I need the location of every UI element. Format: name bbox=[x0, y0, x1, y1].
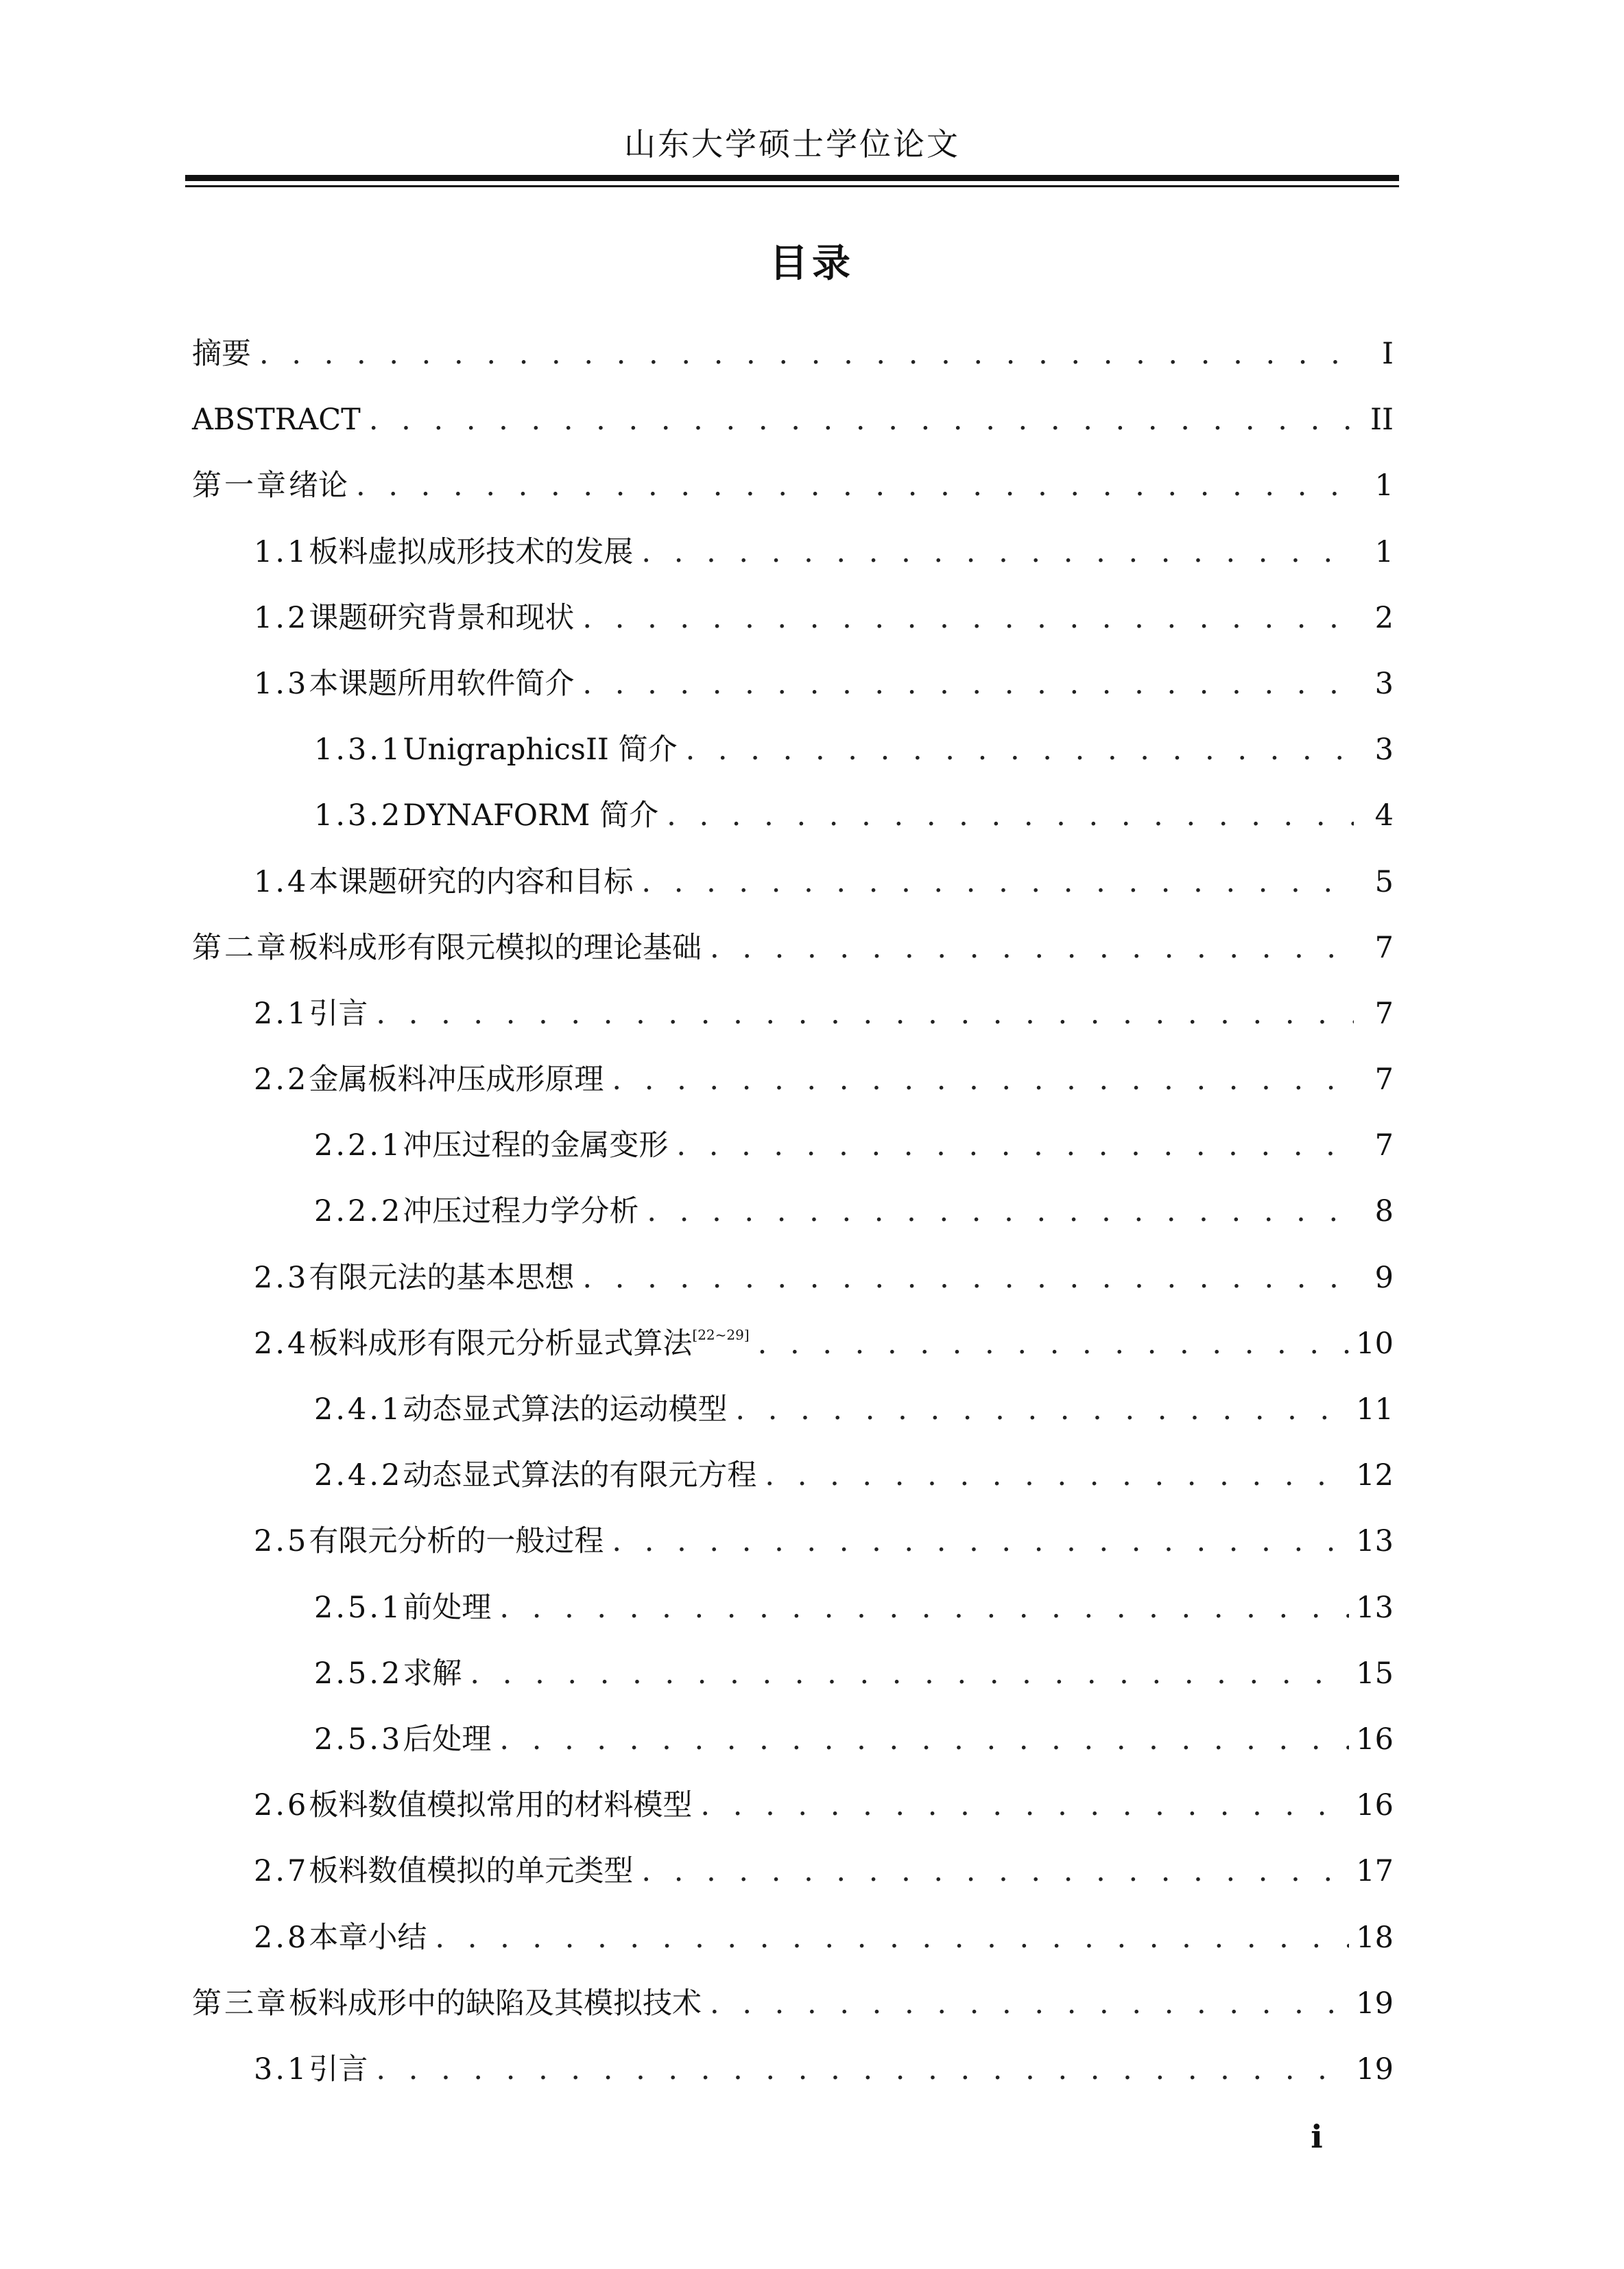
toc-entry[interactable] bbox=[192, 1575, 1394, 1641]
toc-entry-title bbox=[403, 1113, 668, 1178]
toc-entry-number: 2.4.1 bbox=[314, 1392, 403, 1427]
toc-entry-page-number: 19 bbox=[1356, 2052, 1394, 2087]
toc-entry[interactable] bbox=[192, 2036, 1394, 2102]
toc-entry-page-number: 13 bbox=[1356, 1590, 1394, 1625]
toc-entry-number: 第二章 bbox=[192, 930, 289, 965]
toc-entry-title-text: 本课题所用软件简介 bbox=[309, 666, 575, 701]
toc-entry[interactable] bbox=[192, 717, 1394, 783]
dot-leader bbox=[499, 1707, 1349, 1772]
toc-entry-number: 2.7 bbox=[254, 1854, 309, 1889]
toc-entry-title bbox=[289, 915, 702, 981]
toc-entry-title bbox=[289, 1971, 702, 2036]
toc-entry[interactable] bbox=[192, 519, 1394, 585]
toc-entry-title bbox=[309, 1508, 604, 1574]
dot-leader bbox=[612, 1508, 1349, 1574]
toc-entry-page-number: 1 bbox=[1374, 468, 1394, 503]
toc-entry-title bbox=[192, 321, 251, 387]
toc-entry-number: 2.1 bbox=[254, 996, 309, 1031]
toc-entry-page-number: 3 bbox=[1374, 666, 1394, 701]
toc-entry-page-number: 8 bbox=[1374, 1194, 1394, 1229]
toc-entry[interactable] bbox=[192, 453, 1394, 519]
dot-leader bbox=[641, 1838, 1349, 1904]
toc-entry[interactable] bbox=[192, 1772, 1394, 1838]
dot-leader bbox=[376, 2036, 1349, 2102]
toc-entry-number: 1.3.2 bbox=[314, 798, 403, 833]
toc-entry-page-number: 1 bbox=[1374, 534, 1394, 569]
toc-entry-number: 第一章 bbox=[192, 468, 289, 503]
toc-entry-number: 1.3 bbox=[254, 666, 309, 701]
toc-entry-page-number: 10 bbox=[1356, 1326, 1394, 1361]
toc-entry-number: 1.2 bbox=[254, 600, 309, 635]
toc-entry-title-text: ABSTRACT bbox=[192, 403, 361, 438]
toc-title: 目录 bbox=[769, 241, 855, 286]
toc-entry[interactable] bbox=[192, 1442, 1394, 1508]
toc-entry-title bbox=[289, 453, 348, 519]
dot-leader bbox=[499, 1575, 1349, 1641]
toc-entry-title-text: 金属板料冲压成形原理 bbox=[309, 1062, 604, 1097]
toc-entry-page-number: 2 bbox=[1374, 600, 1394, 635]
dot-leader bbox=[369, 387, 1354, 453]
toc-entry-page-number: 7 bbox=[1374, 1128, 1394, 1163]
toc-entry-title bbox=[309, 849, 633, 915]
toc-entry-page-number: 9 bbox=[1374, 1260, 1394, 1295]
toc-entry-page-number: 12 bbox=[1356, 1458, 1394, 1493]
toc-entry-title bbox=[309, 585, 574, 651]
dot-leader bbox=[765, 1442, 1349, 1508]
dot-leader bbox=[700, 1772, 1349, 1838]
toc-entry-page-number: 16 bbox=[1356, 1722, 1394, 1757]
dot-leader bbox=[686, 717, 1354, 783]
dot-leader bbox=[435, 1905, 1349, 1971]
toc-entry-title-text: 动态显式算法的有限元方程 bbox=[403, 1458, 757, 1493]
toc-entry-page-number: II bbox=[1370, 403, 1394, 438]
toc-entry-title bbox=[192, 387, 361, 453]
toc-entry-page-number: 19 bbox=[1356, 1986, 1394, 2021]
toc-entry-title bbox=[403, 1377, 727, 1442]
toc-entry[interactable] bbox=[192, 1311, 1394, 1377]
dot-leader bbox=[647, 1178, 1354, 1244]
toc-entry-page-number: 4 bbox=[1374, 798, 1394, 833]
toc-entry-number: 1.1 bbox=[254, 534, 309, 569]
toc-entry-title-text: 绪论 bbox=[289, 468, 348, 503]
dot-leader bbox=[356, 453, 1354, 519]
toc-entry-title bbox=[403, 783, 658, 848]
toc-entry-title bbox=[309, 1838, 633, 1904]
toc-entry[interactable] bbox=[192, 1377, 1394, 1442]
toc-entry-title bbox=[309, 651, 574, 717]
toc-entry-title-text: 板料数值模拟的单元类型 bbox=[309, 1854, 634, 1889]
table-of-contents bbox=[192, 321, 1394, 2102]
toc-entry[interactable] bbox=[192, 1641, 1394, 1707]
toc-entry-number: 2.4 bbox=[254, 1326, 309, 1361]
dot-leader bbox=[735, 1377, 1349, 1442]
toc-entry-title bbox=[403, 1707, 491, 1772]
toc-entry[interactable] bbox=[192, 1971, 1394, 2036]
dot-leader bbox=[676, 1113, 1354, 1178]
toc-entry-page-number: 13 bbox=[1356, 1524, 1394, 1559]
toc-entry-number: 1.3.1 bbox=[314, 733, 403, 768]
toc-entry-page-number: 5 bbox=[1374, 864, 1394, 899]
toc-entry-title-text: 动态显式算法的运动模型 bbox=[403, 1392, 728, 1427]
toc-entry-title-text: 有限元法的基本思想 bbox=[309, 1260, 575, 1295]
dot-leader bbox=[470, 1641, 1349, 1707]
toc-entry[interactable] bbox=[192, 585, 1394, 651]
toc-entry-title-text: 板料成形有限元模拟的理论基础 bbox=[289, 930, 702, 965]
dot-leader bbox=[582, 651, 1354, 717]
toc-entry-title-text: 板料成形有限元分析显式算法 bbox=[309, 1326, 693, 1361]
toc-entry-number: 2.5.3 bbox=[314, 1722, 403, 1757]
toc-entry-number: 2.5.1 bbox=[314, 1590, 403, 1625]
toc-entry-title bbox=[309, 2036, 368, 2102]
toc-entry-title-text: 板料成形中的缺陷及其模拟技术 bbox=[289, 1986, 702, 2021]
toc-entry-title bbox=[309, 1772, 692, 1838]
toc-entry-number: 2.5 bbox=[254, 1524, 309, 1559]
dot-leader bbox=[710, 1971, 1349, 2036]
toc-entry-page-number: 16 bbox=[1356, 1788, 1394, 1823]
dot-leader bbox=[758, 1311, 1350, 1377]
toc-entry-number: 2.3 bbox=[254, 1260, 309, 1295]
toc-entry-title bbox=[309, 1311, 749, 1377]
toc-entry[interactable] bbox=[192, 981, 1394, 1047]
dot-leader bbox=[259, 321, 1354, 387]
page-folio: i bbox=[1311, 2118, 1323, 2155]
toc-entry-page-number: 15 bbox=[1356, 1656, 1394, 1691]
toc-entry-number: 3.1 bbox=[254, 2052, 309, 2087]
toc-entry-number: 2.6 bbox=[254, 1788, 309, 1823]
toc-entry-title bbox=[309, 519, 633, 585]
toc-entry-number: 2.2 bbox=[254, 1062, 309, 1097]
toc-entry-title-text: 本课题研究的内容和目标 bbox=[309, 864, 634, 899]
toc-entry-page-number: 18 bbox=[1356, 1920, 1394, 1955]
toc-entry-page-number: 7 bbox=[1374, 996, 1394, 1031]
toc-entry-page-number: I bbox=[1382, 337, 1394, 371]
header-rule-thin bbox=[185, 185, 1399, 187]
dot-leader bbox=[641, 519, 1354, 585]
toc-entry[interactable] bbox=[192, 651, 1394, 717]
toc-entry-number: 2.5.2 bbox=[314, 1656, 403, 1691]
toc-entry-title-text: 后处理 bbox=[403, 1722, 492, 1757]
toc-entry-title-text: DYNAFORM 简介 bbox=[403, 798, 659, 833]
toc-entry-title-text: 板料数值模拟常用的材料模型 bbox=[309, 1788, 693, 1823]
toc-entry-title bbox=[403, 1442, 756, 1508]
toc-entry[interactable] bbox=[192, 1707, 1394, 1772]
toc-entry-number: 2.2.1 bbox=[314, 1128, 403, 1163]
toc-entry-title-text: 冲压过程的金属变形 bbox=[403, 1128, 669, 1163]
toc-entry[interactable] bbox=[192, 1905, 1394, 1971]
toc-entry-number: 2.2.2 bbox=[314, 1194, 403, 1229]
toc-entry-title-text: 冲压过程力学分析 bbox=[403, 1194, 639, 1229]
toc-entry[interactable] bbox=[192, 1245, 1394, 1311]
toc-entry-title-text: 本章小结 bbox=[309, 1920, 427, 1955]
toc-entry-page-number: 3 bbox=[1374, 733, 1394, 768]
toc-entry-title bbox=[309, 1905, 427, 1971]
toc-entry[interactable] bbox=[192, 1047, 1394, 1113]
toc-entry[interactable] bbox=[192, 1838, 1394, 1904]
dot-leader bbox=[582, 1245, 1354, 1311]
toc-entry-title-text: 引言 bbox=[309, 996, 368, 1031]
toc-entry-title bbox=[403, 1178, 638, 1244]
toc-entry-title bbox=[403, 1641, 462, 1707]
dot-leader bbox=[376, 981, 1354, 1047]
toc-entry-number: 2.8 bbox=[254, 1920, 309, 1955]
toc-entry-title bbox=[403, 717, 677, 783]
dot-leader bbox=[667, 783, 1354, 848]
dot-leader bbox=[612, 1047, 1354, 1113]
dot-leader bbox=[641, 849, 1354, 915]
toc-entry[interactable] bbox=[192, 1113, 1394, 1178]
toc-entry-number: 1.4 bbox=[254, 864, 309, 899]
toc-entry[interactable] bbox=[192, 783, 1394, 848]
toc-entry[interactable] bbox=[192, 849, 1394, 915]
toc-entry-number: 第三章 bbox=[192, 1986, 289, 2021]
toc-entry-title-text: 前处理 bbox=[403, 1590, 492, 1625]
toc-entry[interactable] bbox=[192, 387, 1394, 453]
toc-entry-title bbox=[309, 981, 368, 1047]
toc-entry-title-text: 求解 bbox=[403, 1656, 462, 1691]
toc-entry-title-text: UnigraphicsII 简介 bbox=[403, 733, 678, 768]
dot-leader bbox=[710, 915, 1354, 981]
dot-leader bbox=[582, 585, 1354, 651]
toc-entry-title-text: 引言 bbox=[309, 2052, 368, 2087]
toc-entry-page-number: 7 bbox=[1374, 1062, 1394, 1097]
toc-entry-title bbox=[309, 1047, 604, 1113]
toc-entry-title-text: 摘要 bbox=[192, 337, 251, 371]
toc-entry-number: 2.4.2 bbox=[314, 1458, 403, 1493]
running-header: 山东大学硕士学位论文 bbox=[624, 126, 960, 163]
citation-superscript: [22~29] bbox=[692, 1326, 750, 1343]
header-rule-thick bbox=[185, 175, 1399, 181]
toc-entry-page-number: 11 bbox=[1356, 1392, 1394, 1427]
toc-entry-page-number: 7 bbox=[1374, 930, 1394, 965]
toc-entry-page-number: 17 bbox=[1356, 1854, 1394, 1889]
toc-entry-title-text: 有限元分析的一般过程 bbox=[309, 1524, 604, 1559]
toc-entry[interactable] bbox=[192, 1508, 1394, 1574]
toc-entry-title-text: 板料虚拟成形技术的发展 bbox=[309, 534, 634, 569]
toc-entry[interactable] bbox=[192, 1178, 1394, 1244]
toc-entry-title-text: 课题研究背景和现状 bbox=[309, 600, 575, 635]
toc-entry-title bbox=[309, 1245, 574, 1311]
toc-entry[interactable] bbox=[192, 321, 1394, 387]
toc-entry-title bbox=[403, 1575, 491, 1641]
toc-entry[interactable] bbox=[192, 915, 1394, 981]
